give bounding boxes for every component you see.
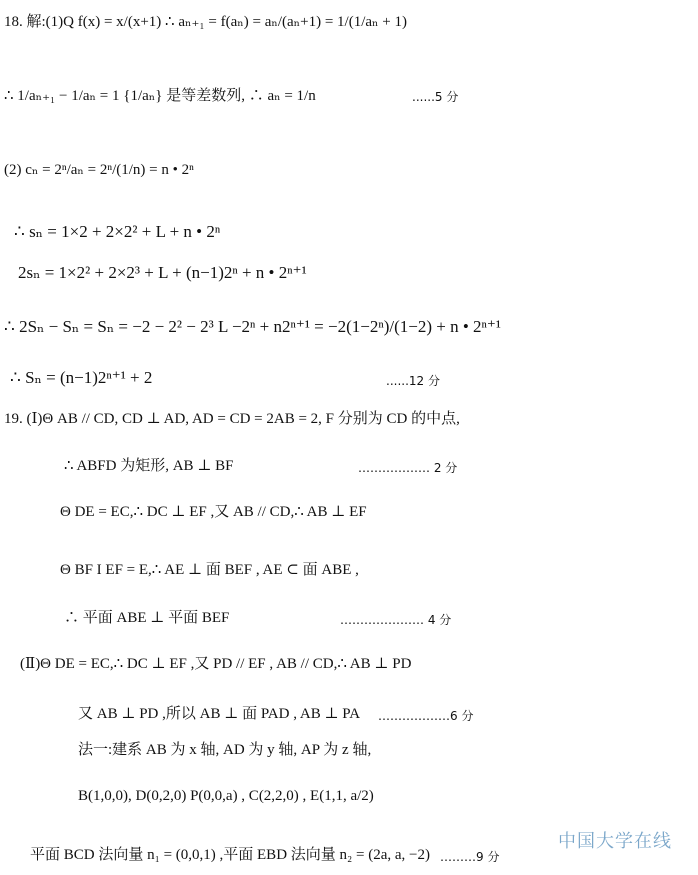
p19-line7: 又 AB ⊥ PD ,所以 AB ⊥ 面 PAD , AB ⊥ PA xyxy=(78,706,361,722)
p18-line6: ∴ 2Sₙ − Sₙ = Sₙ = −2 − 2² − 2³ L −2ⁿ + n2ⁿ⁺¹ = −2(1−2ⁿ)/(1−2) + n • 2ⁿ⁺¹ xyxy=(4,317,501,336)
p19-line6: (Ⅱ)Θ DE = EC,∴ DC ⊥ EF ,又 PD // EF , AB // CD,∴ AB ⊥ PD xyxy=(20,656,412,672)
p19-line4: Θ BF I EF = E,∴ AE ⊥ 面 BEF , AE ⊂ 面 ABE , xyxy=(60,562,359,578)
p18-line2-score: ......5 分 xyxy=(412,90,459,104)
p18-line2: ∴ 1/aₙ₊₁ − 1/aₙ = 1 {1/aₙ} 是等差数列, ∴ aₙ = 1/n xyxy=(4,88,316,104)
p18-line3: (2) cₙ = 2ⁿ/aₙ = 2ⁿ/(1/n) = n • 2ⁿ xyxy=(4,162,194,178)
p19-line10-score: ………9 分 xyxy=(440,850,500,864)
p19-line9: B(1,0,0), D(0,2,0) P(0,0,a) , C(2,2,0) , E(1,1, a/2) xyxy=(78,788,374,804)
p18-line7-score: ......12 分 xyxy=(386,374,440,388)
p19-line5: ∴ 平面 ABE ⊥ 平面 BEF xyxy=(64,610,230,626)
p19-line2: ∴ ABFD 为矩形, AB ⊥ BF xyxy=(64,458,234,474)
p19-line1: 19. (Ⅰ)Θ AB // CD, CD ⊥ AD, AD = CD = 2AB = 2, F 分别为 CD 的中点, xyxy=(4,411,460,427)
p19-line8: 法一:建系 AB 为 x 轴, AD 为 y 轴, AP 为 z 轴, xyxy=(78,742,372,758)
p19-line2-score: ……………… 2 分 xyxy=(358,461,458,475)
watermark-text: 中国大学在线 xyxy=(558,831,672,852)
p19-line7-score: ………………6 分 xyxy=(378,709,474,723)
p19-line3: Θ DE = EC,∴ DC ⊥ EF ,又 AB // CD,∴ AB ⊥ EF xyxy=(60,504,367,520)
p19-line10: 平面 BCD 法向量 n₁ = (0,0,1) ,平面 EBD 法向量 n₂ = (2a, a, −2) xyxy=(30,847,430,863)
p18-line7: ∴ Sₙ = (n−1)2ⁿ⁺¹ + 2 xyxy=(10,368,153,387)
p19-line5-score: ………………… 4 分 xyxy=(340,613,452,627)
p18-line4: ∴ sₙ = 1×2 + 2×2² + L + n • 2ⁿ xyxy=(14,222,221,241)
p18-line1: 18. 解:(1)Q f(x) = x/(x+1) ∴ aₙ₊₁ = f(aₙ) = aₙ/(aₙ+1) = 1/(1/aₙ + 1) xyxy=(4,14,407,30)
p18-line5: 2sₙ = 1×2² + 2×2³ + L + (n−1)2ⁿ + n • 2ⁿ⁺¹ xyxy=(18,263,307,282)
